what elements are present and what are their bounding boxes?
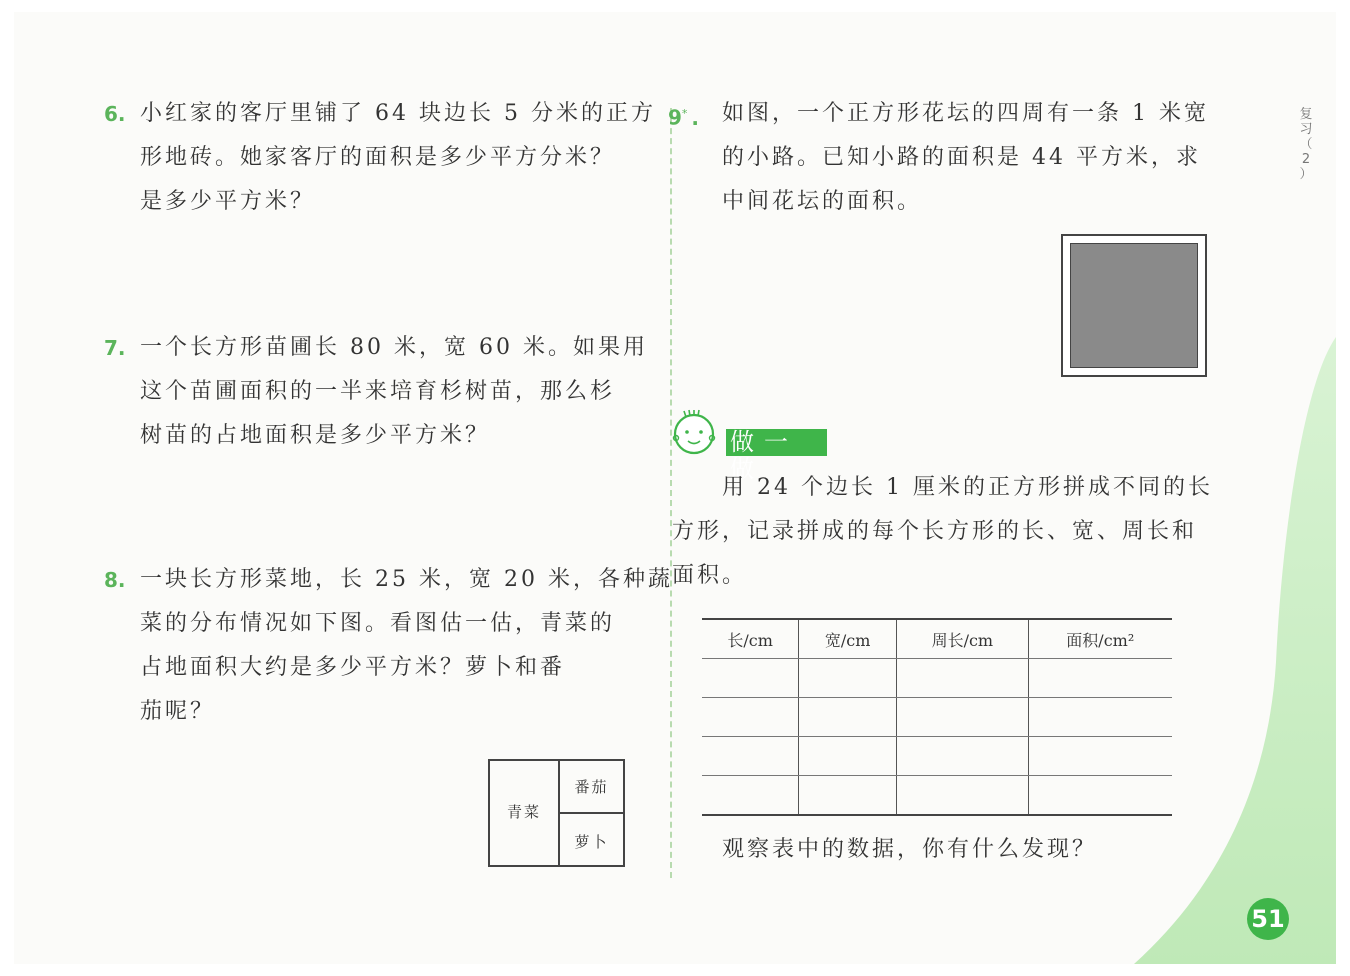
question-8-line: 茄呢？ <box>140 699 216 724</box>
flower-bed-diagram <box>1061 234 1207 377</box>
header-length: 长/cm <box>702 619 799 659</box>
table-row <box>702 659 1172 698</box>
question-7-line: 树苗的占地面积是多少平方米？ <box>140 423 491 448</box>
table-cell[interactable] <box>897 737 1028 776</box>
table-cell[interactable] <box>1028 659 1172 698</box>
question-9-star: * <box>681 107 688 120</box>
question-9-line: 的小路。已知小路的面积是 44 平方米，求 <box>722 145 1201 170</box>
question-8-line: 菜的分布情况如下图。看图估一估，青菜的 <box>140 611 616 636</box>
table-cell[interactable] <box>702 698 799 737</box>
table-cell[interactable] <box>799 698 897 737</box>
table-cell[interactable] <box>897 659 1028 698</box>
question-9-line: 中间花坛的面积。 <box>722 189 923 214</box>
tomato-region <box>560 761 623 814</box>
table-cell[interactable] <box>897 698 1028 737</box>
table-row <box>702 776 1172 816</box>
table-cell[interactable] <box>1028 698 1172 737</box>
question-9-number: 9* . <box>668 105 700 130</box>
table-row <box>702 698 1172 737</box>
flower-bed-inner-square <box>1070 243 1198 368</box>
try-line: 用 24 个边长 1 厘米的正方形拼成不同的长 <box>722 475 1213 500</box>
observation-question-text: 观察表中的数据，你有什么发现？ <box>722 837 1098 862</box>
header-area: 面积/cm² <box>1028 619 1172 659</box>
table-cell[interactable] <box>1028 776 1172 816</box>
question-8 <box>104 558 673 734</box>
header-perimeter: 周长/cm <box>897 619 1028 659</box>
try-line: 面积。 <box>672 563 748 588</box>
try-line: 方形，记录拼成的每个长方形的长、宽、周长和 <box>672 519 1198 544</box>
table-cell[interactable] <box>799 776 897 816</box>
workbook-page <box>14 12 1336 964</box>
observation-question <box>722 828 1097 872</box>
qingcai-label: 青菜 <box>506 803 541 821</box>
question-8-line: 一块长方形菜地，长 25 米，宽 20 米，各种蔬 <box>140 567 673 592</box>
table-cell[interactable] <box>897 776 1028 816</box>
question-9-line: 如图，一个正方形花坛的四周有一条 1 米宽 <box>722 101 1209 126</box>
qingcai-region <box>490 761 560 865</box>
vegetable-field-diagram <box>488 759 625 867</box>
table-cell[interactable] <box>799 659 897 698</box>
question-6-line: 是多少平方米？ <box>140 189 316 214</box>
rectangle-record-table <box>702 618 1172 816</box>
chapter-side-label: 复 习 （ 2 ） <box>1299 107 1313 182</box>
table-cell[interactable] <box>702 659 799 698</box>
question-8-number: 8. <box>104 568 126 592</box>
tomato-label: 番茄 <box>574 778 609 796</box>
question-9 <box>668 92 1209 224</box>
question-7 <box>104 326 648 458</box>
cartoon-face-icon <box>668 408 724 458</box>
question-7-line: 这个苗圃面积的一半来培育杉树苗，那么杉 <box>140 379 616 404</box>
table-cell[interactable] <box>799 737 897 776</box>
question-7-number: 7. <box>104 336 126 360</box>
header-width: 宽/cm <box>799 619 897 659</box>
question-6-line: 形地砖。她家客厅的面积是多少平方分米？ <box>140 145 616 170</box>
question-8-line: 占地面积大约是多少平方米？萝卜和番 <box>140 655 566 680</box>
table-cell[interactable] <box>702 737 799 776</box>
try-section-title: 做一做 <box>726 429 827 456</box>
question-6 <box>104 92 656 224</box>
table-header-row <box>702 619 1172 659</box>
radish-label: 萝卜 <box>574 833 609 851</box>
table-row <box>702 737 1172 776</box>
question-7-line: 一个长方形苗圃长 80 米，宽 60 米。如果用 <box>140 335 648 360</box>
question-6-number: 6. <box>104 102 126 126</box>
question-6-line: 小红家的客厅里铺了 64 块边长 5 分米的正方 <box>140 101 656 126</box>
try-instructions <box>672 466 1213 598</box>
table-cell[interactable] <box>1028 737 1172 776</box>
page-number-badge: 51 <box>1247 898 1289 940</box>
table-cell[interactable] <box>702 776 799 816</box>
radish-region <box>560 814 623 865</box>
